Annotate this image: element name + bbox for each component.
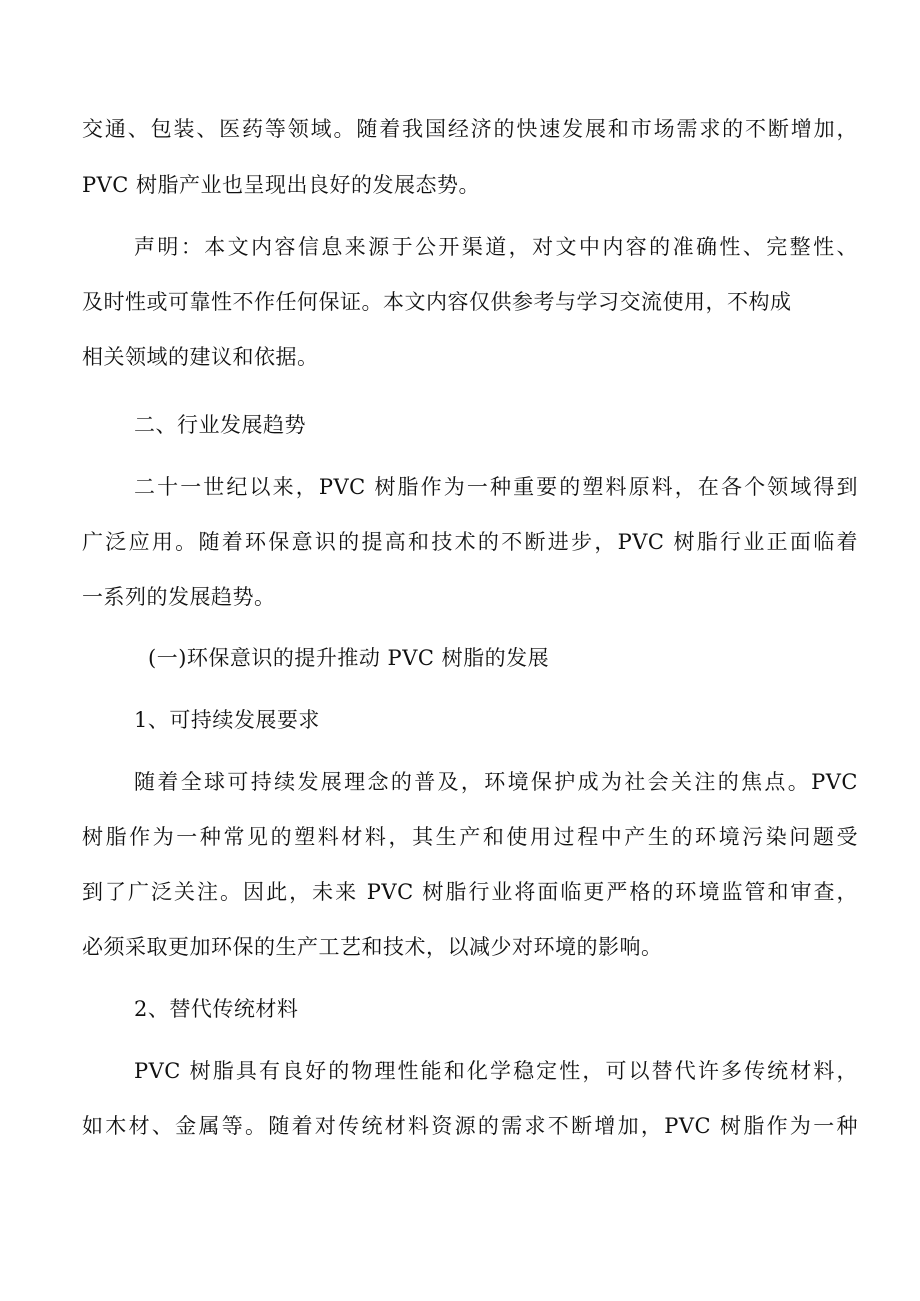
intro-line-2: PVC 树脂产业也呈现出良好的发展态势。 xyxy=(82,173,481,197)
item1-line-3: 到了广泛关注。因此，未来 PVC 树脂行业将面临更严格的环境监管和审查， xyxy=(82,880,858,904)
item1-line-2: 树脂作为一种常见的塑料材料，其生产和使用过程中产生的环境污染问题受 xyxy=(82,825,858,849)
disclaimer-line-2: 及时性或可靠性不作任何保证。本文内容仅供参考与学习交流使用，不构成 xyxy=(82,290,792,314)
item2-line-2: 如木材、金属等。随着对传统材料资源的需求不断增加，PVC 树脂作为一种 xyxy=(82,1114,858,1138)
disclaimer-line-1: 声明：本文内容信息来源于公开渠道，对文中内容的准确性、完整性、 xyxy=(134,235,858,259)
subsection-heading: (一)环保意识的提升推动 PVC 树脂的发展 xyxy=(148,646,550,670)
intro-line-1: 交通、包装、医药等领域。随着我国经济的快速发展和市场需求的不断增加， xyxy=(82,117,858,141)
item1-line-1: 随着全球可持续发展理念的普及，环境保护成为社会关注的焦点。PVC xyxy=(134,770,858,794)
section-intro-line-2: 广泛应用。随着环保意识的提高和技术的不断进步，PVC 树脂行业正面临着 xyxy=(82,530,858,554)
section-heading: 二、行业发展趋势 xyxy=(134,413,306,437)
section-intro-line-1: 二十一世纪以来，PVC 树脂作为一种重要的塑料原料，在各个领域得到 xyxy=(134,475,858,499)
item1-heading: 1、可持续发展要求 xyxy=(134,708,320,732)
item2-heading: 2、替代传统材料 xyxy=(134,997,299,1021)
section-intro-line-3: 一系列的发展趋势。 xyxy=(82,585,276,609)
disclaimer-line-3: 相关领域的建议和依据。 xyxy=(82,345,319,369)
item1-line-4: 必须采取更加环保的生产工艺和技术，以减少对环境的影响。 xyxy=(82,935,663,959)
item2-line-1: PVC 树脂具有良好的物理性能和化学稳定性，可以替代许多传统材料， xyxy=(134,1059,858,1083)
